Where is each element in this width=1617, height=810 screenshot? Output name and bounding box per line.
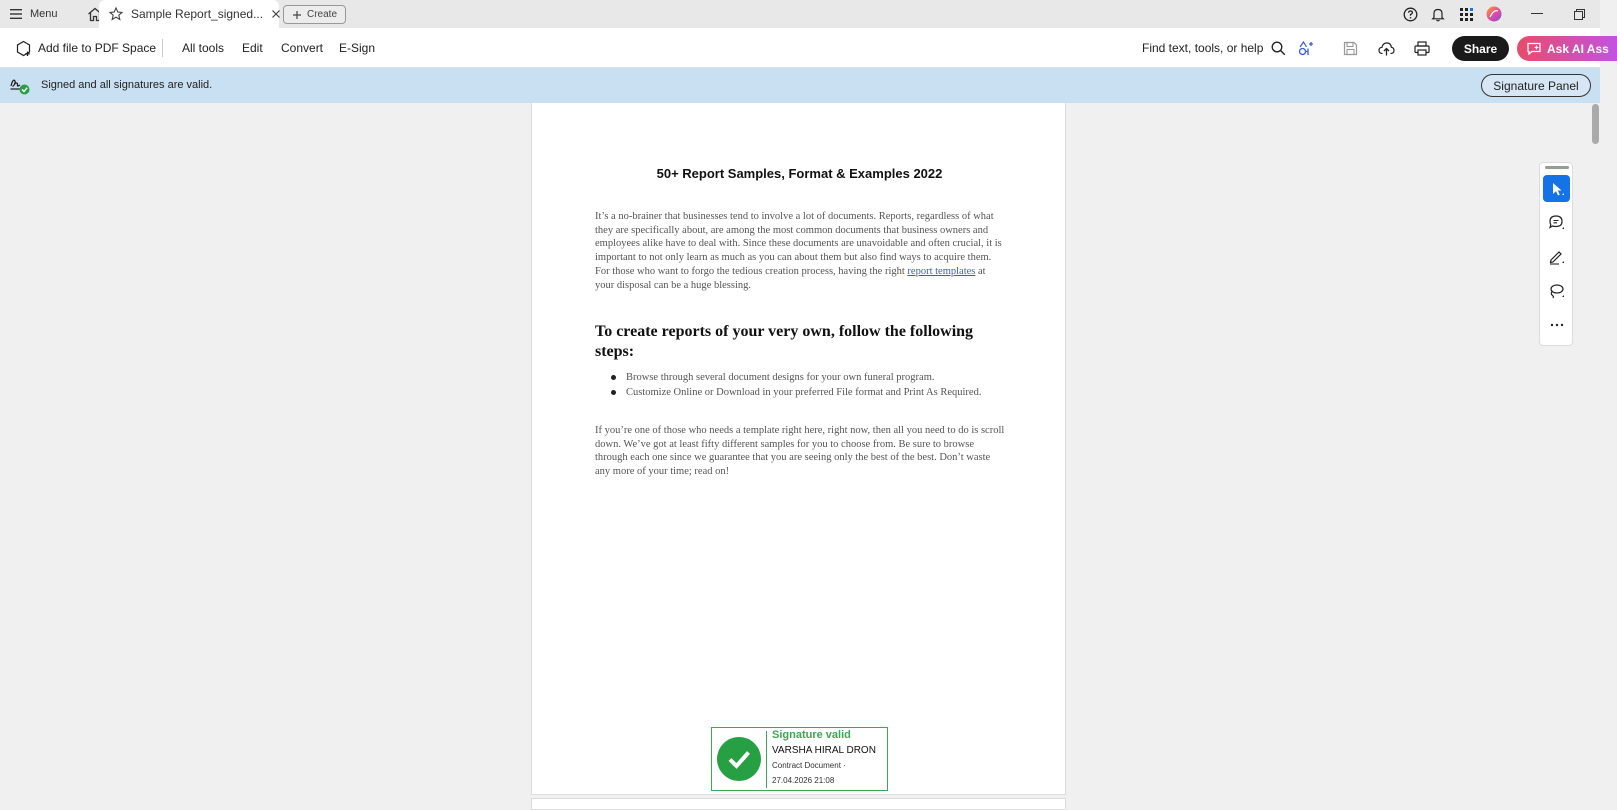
ask-ai-label: Ask AI Ass [1547, 41, 1609, 56]
signature-field[interactable] [711, 727, 888, 791]
document-tab[interactable] [99, 0, 279, 28]
rail-drag-handle[interactable] [1545, 166, 1569, 169]
edit-button[interactable]: Edit [242, 41, 263, 55]
plus-icon [292, 10, 302, 20]
title-right-controls [1396, 0, 1600, 28]
profile-button[interactable] [1480, 0, 1508, 28]
menu-label: Menu [30, 8, 58, 20]
more-horizontal-icon [1550, 323, 1564, 327]
comment-tool-button[interactable] [1543, 209, 1570, 236]
restore-button[interactable] [1558, 0, 1600, 28]
signature-date: 27.04.2026 21:08 [772, 776, 835, 785]
hamburger-icon [10, 9, 22, 19]
quick-tools-rail [1539, 162, 1573, 346]
ai-assistant-tools-button[interactable] [1292, 34, 1320, 62]
cloud-upload-icon [1378, 41, 1395, 56]
bell-icon [1431, 7, 1445, 22]
ai-tools-icon [1298, 40, 1315, 57]
esign-button[interactable]: E-Sign [339, 41, 376, 55]
report-templates-link[interactable]: report templates [907, 265, 976, 277]
share-button[interactable]: Share [1452, 36, 1509, 61]
printer-icon [1414, 41, 1430, 56]
add-file-icon[interactable] [15, 40, 32, 62]
save-icon [1343, 41, 1358, 56]
pen-icon [1548, 248, 1565, 265]
list-item: Customize Online or Download in your preferred File format and Print As Required. [626, 386, 1006, 400]
create-button[interactable] [283, 5, 346, 24]
save-button[interactable] [1336, 34, 1364, 62]
apps-grid-icon [1459, 7, 1474, 22]
document-title: 50+ Report Samples, Format & Examples 2022 [656, 166, 943, 181]
find-search[interactable] [1142, 28, 1286, 68]
ai-chat-icon [1527, 42, 1541, 55]
help-icon [1403, 7, 1418, 22]
create-label: Create [307, 9, 338, 20]
help-button[interactable] [1396, 0, 1424, 28]
tab-label: Sample Report_signed... [131, 7, 264, 21]
print-button[interactable] [1408, 34, 1436, 62]
search-icon [1271, 41, 1286, 56]
comment-icon [1548, 214, 1565, 231]
minimize-icon [1531, 13, 1543, 15]
minimize-button[interactable] [1516, 0, 1558, 28]
find-label: Find text, tools, or help [1142, 41, 1264, 55]
signature-status: Signature valid [772, 729, 851, 741]
vertical-scrollbar[interactable] [1591, 103, 1600, 803]
cursor-icon [1549, 181, 1565, 197]
intro-text-start: It’s a no-brainer that businesses tend to involve a lot of documents. Reports, regardless of what they are specifically about, are among the most common documents that business owners and employees alike have to deal with. Since these documents are unavoidable and often crucial, it is important to not only learn as much as you can about them but also find ways to acquire them. For those who want to forgo the tedious creation process, having the right [595, 211, 1002, 277]
main-toolbar [0, 28, 1609, 68]
avatar-icon [1486, 6, 1502, 22]
pdf-page [531, 103, 1066, 795]
signature-panel-button[interactable]: Signature Panel [1481, 74, 1591, 97]
document-viewer[interactable] [0, 103, 1600, 803]
title-bar [0, 0, 1600, 28]
steps-list [626, 371, 1006, 400]
signature-divider [766, 731, 767, 788]
signature-status-text: Signed and all signatures are valid. [41, 79, 213, 91]
next-pdf-page [531, 798, 1066, 810]
signer-name: VARSHA HIRAL DRON [772, 745, 876, 756]
scroll-thumb[interactable] [1592, 104, 1599, 144]
lasso-icon [1548, 282, 1565, 299]
lasso-tool-button[interactable] [1543, 277, 1570, 304]
restore-icon [1574, 9, 1585, 20]
upload-button[interactable] [1372, 34, 1400, 62]
notifications-button[interactable] [1424, 0, 1452, 28]
select-tool-button[interactable] [1543, 175, 1570, 202]
section-heading: To create reports of your very own, follow the following steps: [595, 323, 974, 360]
convert-button[interactable]: Convert [281, 41, 324, 55]
add-file-to-pdf-space-button[interactable]: Add file to PDF Space [38, 41, 157, 55]
closing-paragraph: If you’re one of those who needs a template right here, right now, then all you need to do is scroll down. We’ve got at least fifty different samples for you to choose from. Be sure to browse through each one since we guarantee that you are seeing only the best of the best. Don’t waste any more of your time; read on! [595, 425, 1005, 478]
signature-status-bar [0, 68, 1600, 103]
toolbar-divider [162, 39, 163, 57]
star-icon[interactable] [109, 7, 123, 21]
close-tab-icon[interactable] [271, 9, 281, 19]
intro-text-end: at your disposal can be a huge blessing. [595, 265, 986, 291]
checkmark-icon [717, 737, 761, 781]
apps-button[interactable] [1452, 0, 1480, 28]
list-item: Browse through several document designs for your own funeral program. [626, 371, 1006, 385]
signature-doc-type: Contract Document · [772, 761, 846, 770]
intro-paragraph [595, 210, 1007, 292]
all-tools-button[interactable]: All tools [182, 41, 225, 55]
menu-button[interactable] [0, 0, 68, 28]
ask-ai-assistant-button[interactable] [1517, 36, 1617, 61]
more-tools-button[interactable] [1543, 311, 1570, 338]
draw-tool-button[interactable] [1543, 243, 1570, 270]
signature-valid-icon [9, 74, 31, 101]
